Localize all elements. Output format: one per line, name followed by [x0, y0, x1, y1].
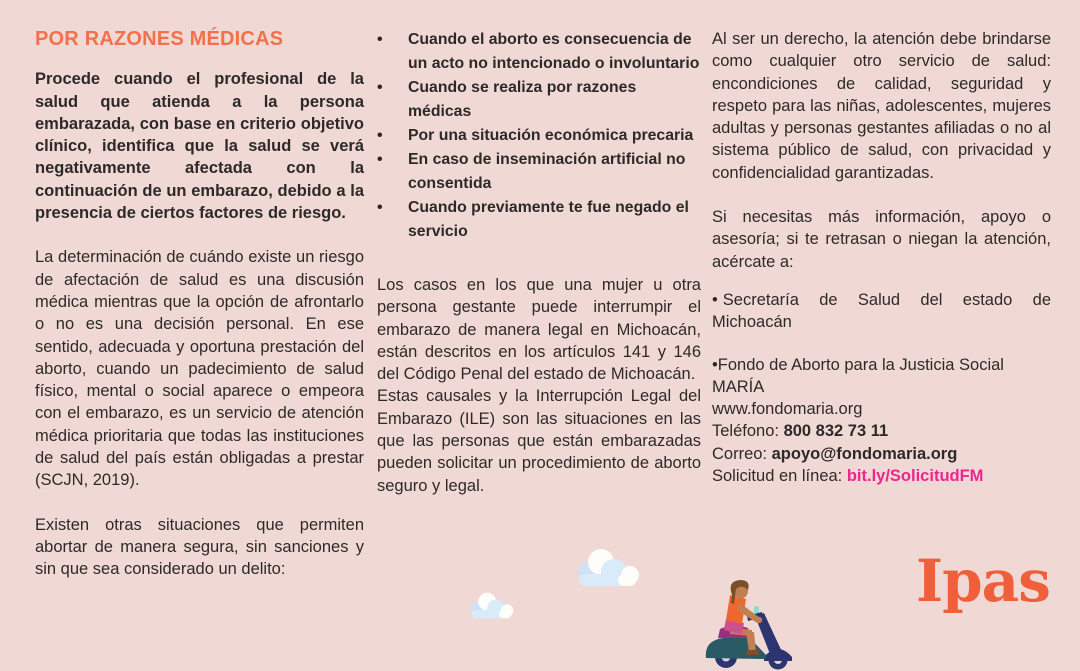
woman-riding-scooter-illustration [702, 578, 802, 671]
bullet-icon: • [377, 79, 383, 96]
bullet-icon: • [712, 290, 718, 309]
legal-causes-list [377, 28, 701, 244]
rights-paragraph: Al ser un derecho, la atención debe brindarse como cualquier otro servicio de salud: encondiciones de calidad, seguridad y respeto para las niñas, adolescentes, mujeres adultas y personas gestantes afiliadas o no al sistema público de salud, con privacidad y confidencialidad garantizadas. [712, 30, 1051, 182]
ile-paragraph: Estas causales y la Interrupción Legal del Embarazo (ILE) son las situaciones en las que las personas que están embarazadas pueden solicitar un procedimiento de aborto seguro y legal. [377, 387, 701, 495]
list-item [377, 28, 701, 76]
phone-label: Teléfono: [712, 422, 784, 441]
cloud-icon [576, 548, 640, 595]
email-line [712, 443, 1051, 465]
section-heading: POR RAZONES MÉDICAS [35, 28, 284, 50]
website-text: www.fondomaria.org [712, 400, 863, 419]
list-item [377, 148, 701, 196]
column-right [712, 28, 1051, 487]
online-request-line [712, 465, 1051, 487]
risk-determination-paragraph: La determinación de cuándo existe un riesgo de afectación de salud es una discusión médica mientras que la opción de afrontarlo o no es una decisión personal. En ese sentido, adecuada y oportuna prestación del aborto, cuando un padecimiento de salud físico, mental o social aparece o empeora con el embarazo, es un servicio de atención médica prioritaria que todas las instituciones de salud del país están obligadas a prestar (SCJN, 2019). [35, 248, 364, 490]
bullet-icon: • [377, 199, 383, 216]
fondo-maria-contact-block [712, 354, 1051, 488]
email-label: Correo: [712, 444, 772, 463]
bullet-icon: • [377, 31, 383, 48]
list-item-text: En caso de inseminación artificial no consentida [408, 151, 686, 192]
list-item [377, 124, 701, 148]
legal-cases-paragraph: Los casos en los que una mujer u otra persona gestante puede interrumpir el embarazo de manera legal en Michoacán, están descritos en los artículos 141 y 146 del Código Penal del estado de Michoacán. [377, 276, 701, 384]
bullet-icon: • [377, 127, 383, 144]
ipas-logo: Ipas [916, 547, 1050, 615]
more-info-paragraph: Si necesitas más información, apoyo o asesoría; si te retrasan o niegan la atención, acércate a: [712, 208, 1051, 271]
online-request-link[interactable]: bit.ly/SolicitudFM [846, 467, 984, 486]
referral-item-fondo-maria [712, 354, 1051, 399]
list-item-text: Cuando se realiza por razones médicas [408, 79, 637, 120]
medical-reasons-paragraph: Procede cuando el profesional de la salud que atienda a la persona embarazada, con base en criterio objetivo clínico, identifica que la salud se verá negativamente afectada con la continuación de un embarazo, debido a la presencia de ciertos factores de riesgo. [35, 70, 364, 223]
other-situations-intro: Existen otras situaciones que permiten abortar de manera segura, sin sanciones y sin que sea considerado un delito: [35, 515, 364, 579]
list-item-text: Cuando previamente te fue negado el servicio [408, 199, 689, 240]
phone-number: 800 832 73 11 [783, 422, 889, 441]
list-item-text: Por una situación económica precaria [408, 127, 694, 144]
column-left [35, 28, 364, 603]
referral-text: Secretaría de Salud del estado de Michoacán [712, 290, 1051, 332]
referral-text: Fondo de Aborto para la Justicia Social MARÍA [712, 355, 1004, 396]
list-item [377, 196, 701, 244]
list-item-text: Cuando el aborto es consecuencia de un acto no intencionado o involuntario [408, 31, 700, 72]
referral-item-health-secretary [712, 289, 1051, 334]
phone-line [712, 420, 1051, 442]
bullet-icon: • [712, 355, 718, 374]
bullet-icon: • [377, 151, 383, 168]
list-item [377, 76, 701, 124]
email-address: apoyo@fondomaria.org [771, 444, 958, 463]
online-request-label: Solicitud en línea: [712, 467, 847, 486]
cloud-icon [468, 592, 516, 626]
column-middle [377, 28, 701, 497]
